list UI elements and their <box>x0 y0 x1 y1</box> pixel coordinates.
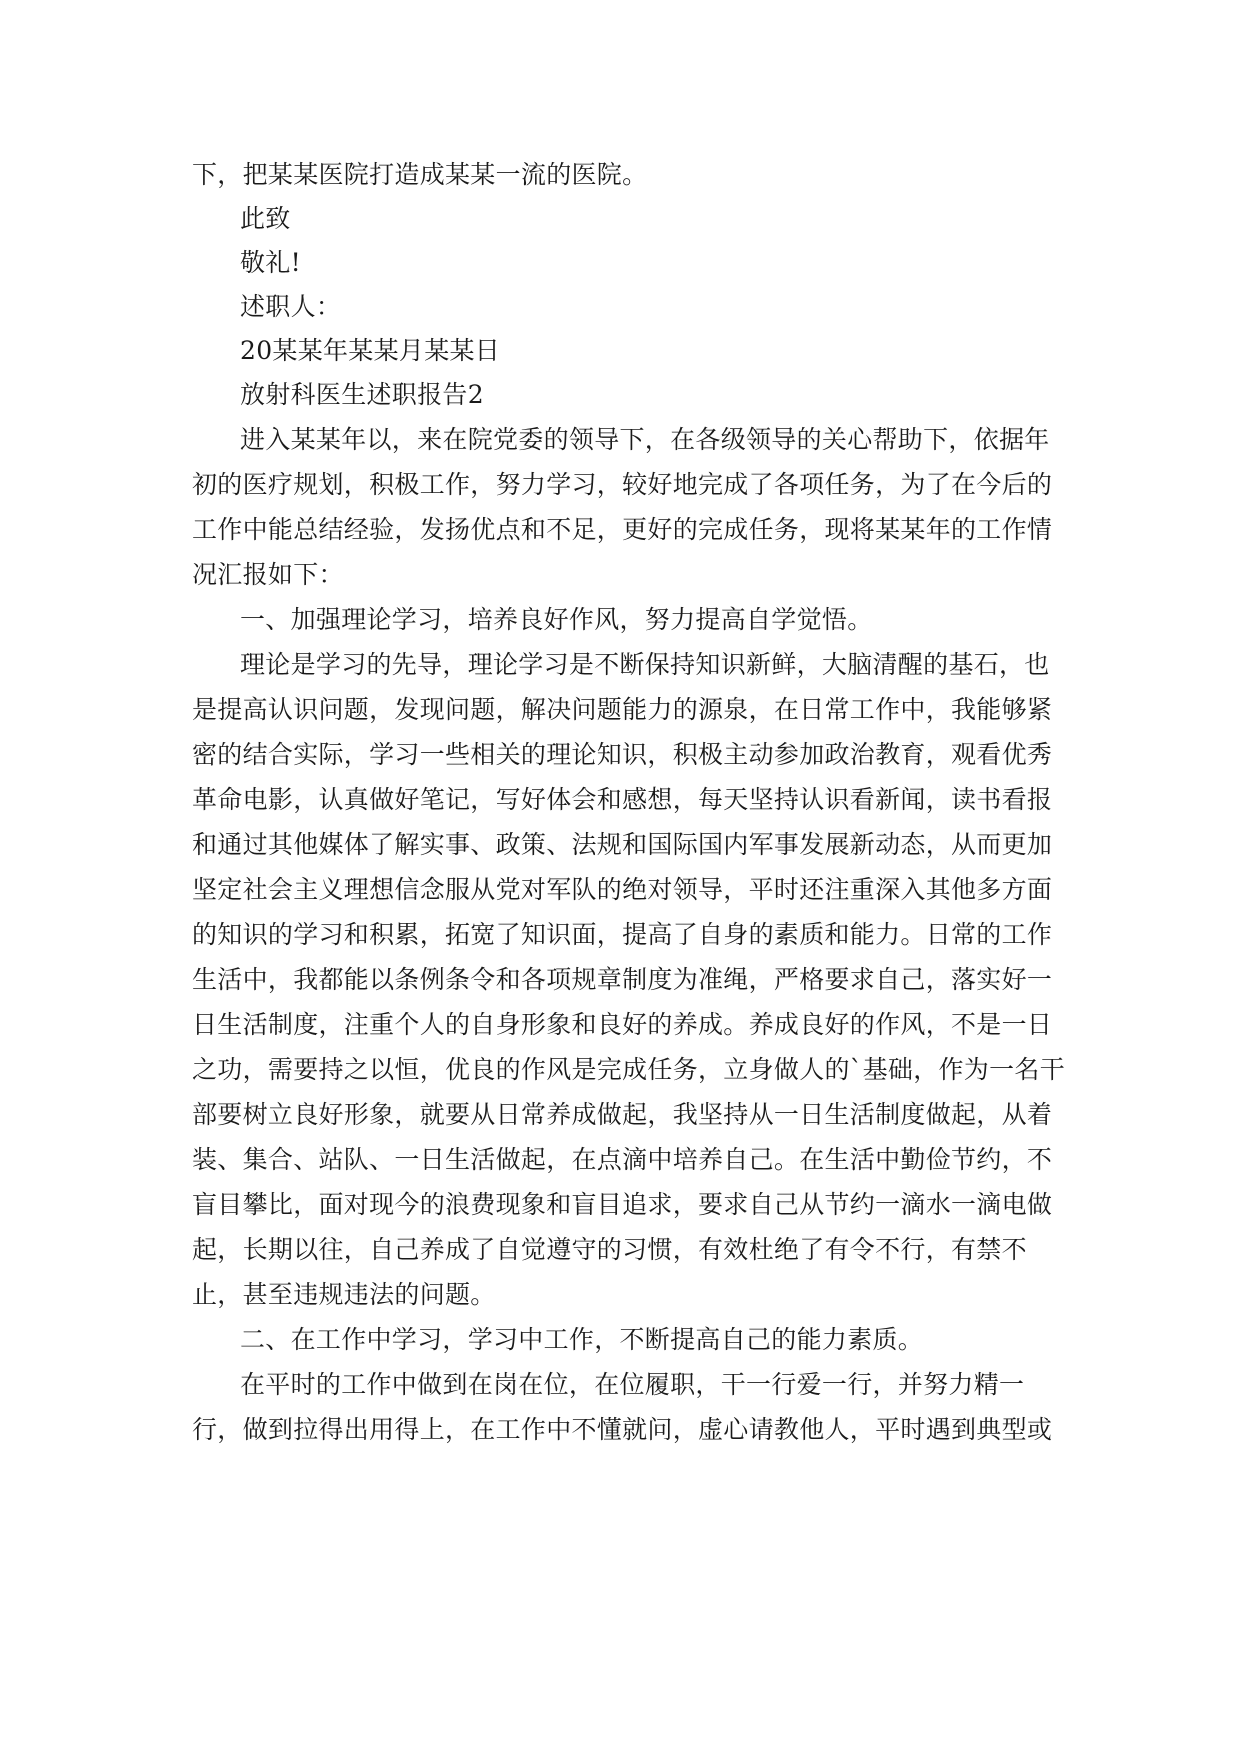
text-line: 况汇报如下： <box>192 560 344 589</box>
signature-label: 述职人： <box>240 292 342 321</box>
closing-regards: 敬礼! <box>240 248 301 277</box>
text-line: 装、集合、站队、一日生活做起，在点滴中培养自己。在生活中勤俭节约，不 <box>192 1145 1053 1174</box>
text-line: 部要树立良好形象，就要从日常养成做起，我坚持从一日生活制度做起，从着 <box>192 1100 1053 1129</box>
text-line: 日生活制度，注重个人的自身形象和良好的养成。养成良好的作风，不是一日 <box>192 1010 1053 1039</box>
text-line: 坚定社会主义理想信念服从党对军队的绝对领导，平时还注重深入其他多方面 <box>192 875 1053 904</box>
section-heading-2: 二、在工作中学习，学习中工作，不断提高自己的能力素质。 <box>240 1325 924 1354</box>
text-line: 之功，需要持之以恒，优良的作风是完成任务，立身做人的`基础，作为一名干 <box>192 1055 1066 1084</box>
text-line: 密的结合实际，学习一些相关的理论知识，积极主动参加政治教育，观看优秀 <box>192 740 1053 769</box>
text-line: 的知识的学习和积累，拓宽了知识面，提高了自身的素质和能力。日常的工作 <box>192 920 1053 949</box>
text-line: 初的医疗规划，积极工作，努力学习，较好地完成了各项任务，为了在今后的 <box>192 470 1053 499</box>
text-line: 行，做到拉得出用得上，在工作中不懂就问，虚心请教他人，平时遇到典型或 <box>192 1415 1053 1444</box>
text-line: 下，把某某医院打造成某某一流的医院。 <box>192 160 648 189</box>
text-line: 盲目攀比，面对现今的浪费现象和盲目追求，要求自己从节约一滴水一滴电做 <box>192 1190 1053 1219</box>
report-title: 放射科医生述职报告2 <box>240 380 484 409</box>
text-line: 是提高认识问题，发现问题，解决问题能力的源泉，在日常工作中，我能够紧 <box>192 695 1053 724</box>
text-line: 和通过其他媒体了解实事、政策、法规和国际国内军事发展新动态，从而更加 <box>192 830 1053 859</box>
text-line: 止，甚至违规违法的问题。 <box>192 1280 496 1309</box>
text-line: 理论是学习的先导，理论学习是不断保持知识新鲜，大脑清醒的基石，也 <box>240 650 1050 679</box>
section-heading-1: 一、加强理论学习，培养良好作风，努力提高自学觉悟。 <box>240 605 873 634</box>
text-line: 革命电影，认真做好笔记，写好体会和感想，每天坚持认识看新闻，读书看报 <box>192 785 1053 814</box>
text-line: 工作中能总结经验，发扬优点和不足，更好的完成任务，现将某某年的工作情 <box>192 515 1053 544</box>
text-line: 在平时的工作中做到在岗在位，在位履职，干一行爱一行，并努力精一 <box>240 1370 1025 1399</box>
date-line: 20某某年某某月某某日 <box>240 336 501 365</box>
text-line: 起，长期以往，自己养成了自觉遵守的习惯，有效杜绝了有令不行，有禁不 <box>192 1235 1027 1264</box>
text-line: 进入某某年以，来在院党委的领导下，在各级领导的关心帮助下，依据年 <box>240 425 1050 454</box>
closing-salutation: 此致 <box>240 204 291 233</box>
text-line: 生活中，我都能以条例条令和各项规章制度为准绳，严格要求自己，落实好一 <box>192 965 1053 994</box>
